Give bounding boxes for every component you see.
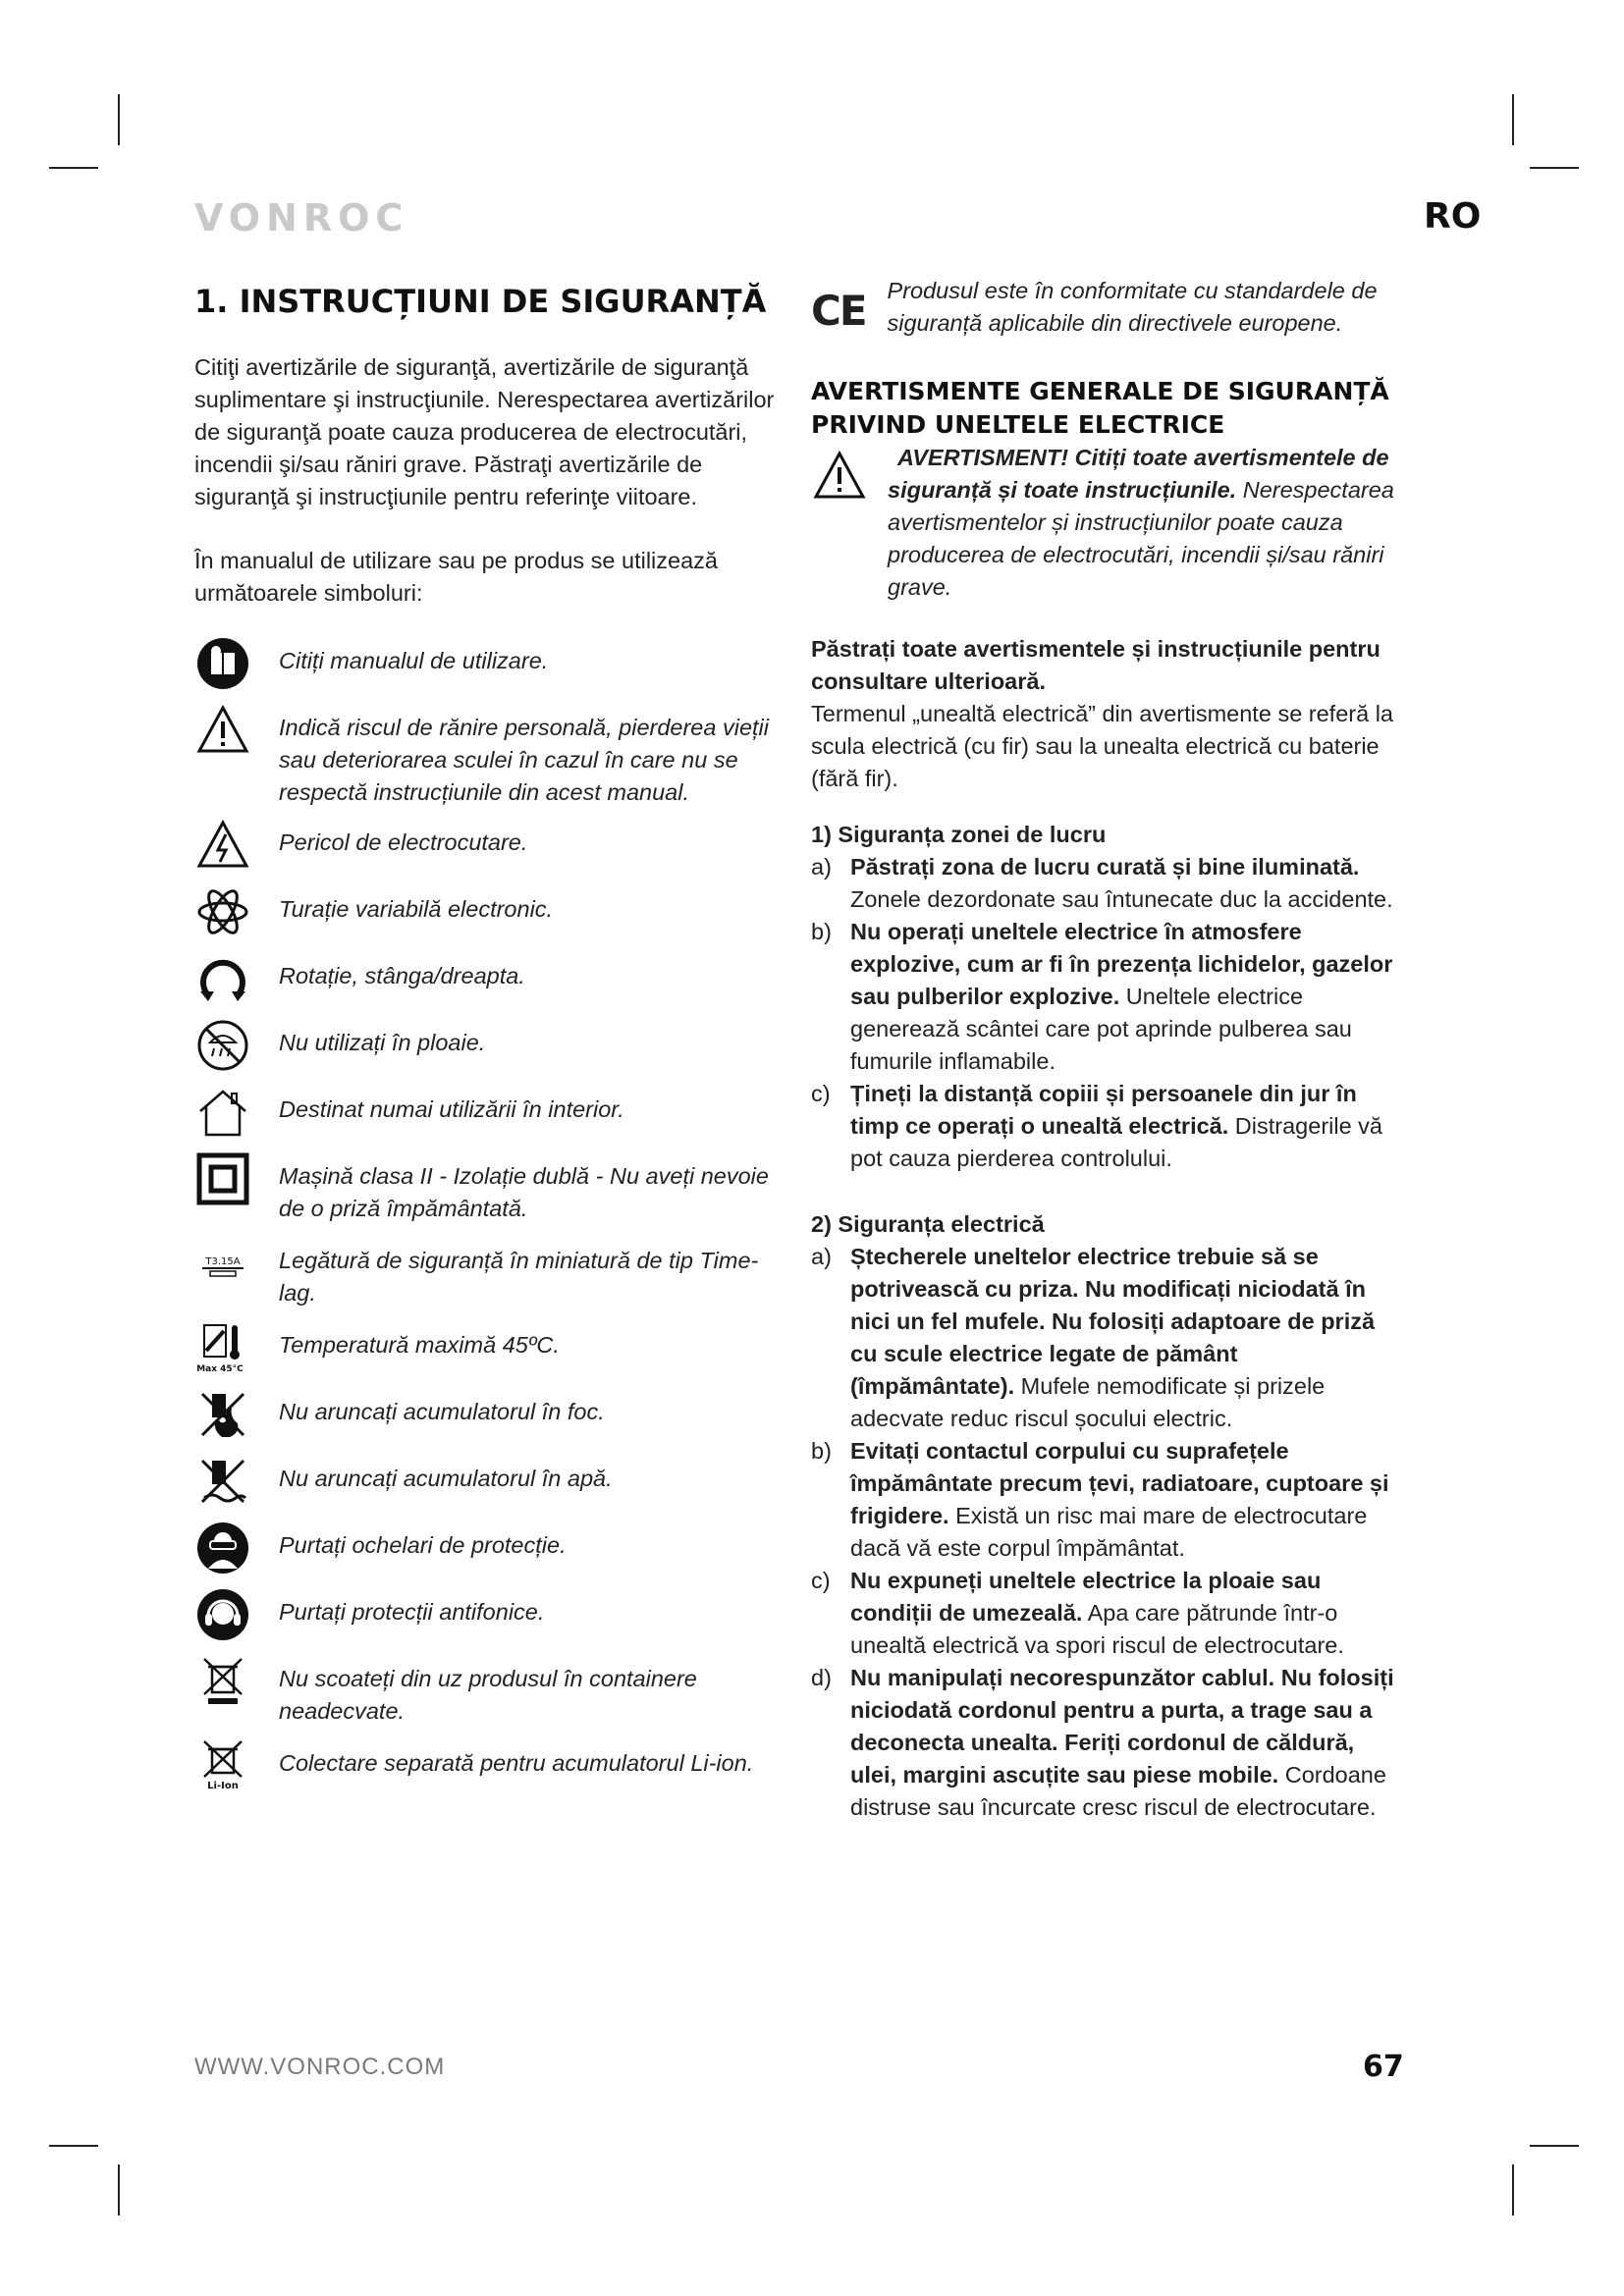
language-code: RO <box>1424 196 1482 237</box>
li-ion-label: Li-Ion <box>207 1781 239 1791</box>
item-bold: Ștecherele uneltelor electrice trebuie să se potrivească cu priza. Nu modificați niciodată în nici un fel mufele. Nu folosiți adaptoare de priză cu scule electrice legate de pământ (împământate). <box>850 1244 1376 1399</box>
manual-icon <box>194 635 251 692</box>
class-ii-icon <box>194 1150 251 1207</box>
symbol-row <box>194 1737 784 1794</box>
symbol-text: Purtați ochelari de protecție. <box>279 1532 567 1558</box>
safety-glasses-icon <box>194 1520 251 1576</box>
crop-mark <box>1512 94 1514 145</box>
list-item <box>811 1662 1400 1824</box>
symbol-text: Turație variabilă electronic. <box>279 896 554 922</box>
li-ion-bin-icon <box>194 1737 251 1794</box>
item-label: a) <box>811 854 832 880</box>
symbol-row <box>194 950 784 1007</box>
symbol-text: Nu aruncați acumulatorul în apă. <box>279 1466 613 1491</box>
item-label: c) <box>811 1568 831 1593</box>
no-rain-icon <box>194 1017 251 1074</box>
item-text: Apa care pătrunde într-o unealtă electrică va spori riscul de electrocutare. <box>850 1600 1344 1658</box>
crop-mark <box>49 2145 98 2147</box>
item-bold: Nu manipulați necorespunzător cablul. Nu folosiți niciodată cordonul pentru a purta, a trage sau a deconecta unealta. Feriți cordonul de căldură, ulei, margini ascuțite sau piese mobile. <box>850 1665 1394 1788</box>
keep-instructions-bold: Păstrați toate avertismentele și instrucțiunile pentru consultare ulterioară. <box>811 636 1380 694</box>
symbol-row <box>194 1319 784 1376</box>
crop-mark <box>49 167 98 169</box>
rotation-icon <box>194 950 251 1007</box>
variable-speed-icon <box>194 883 251 940</box>
item-text: Zonele dezordonate sau întunecate duc la accidente. <box>850 886 1393 912</box>
ear-protection-icon <box>194 1586 251 1643</box>
left-column <box>194 275 784 1804</box>
crop-mark <box>1530 2145 1579 2147</box>
warning-text: Nerespectarea avertismentelor și instrucțiunilor poate cauza producerea de electrocutări, incendii și/sau răniri grave. <box>888 477 1394 600</box>
list-item <box>811 916 1400 1078</box>
item-label: b) <box>811 919 832 944</box>
ce-text: Produsul este în conformitate cu standardele de siguranță aplicabile din directivele europene. <box>887 278 1378 336</box>
item-text: Există un risc mai mare de electrocutare dacă vă este corpul împământat. <box>850 1503 1368 1561</box>
symbol-text: Indică riscul de rănire personală, pierderea vieții sau deteriorarea sculei în cazul în care nu se respectă instrucțiunile din acest manual. <box>279 715 769 805</box>
ce-mark-icon: CE <box>811 287 866 335</box>
symbol-row <box>194 702 784 809</box>
symbol-text: Purtați protecții antifonice. <box>279 1599 545 1625</box>
symbol-text: Citiți manualul de utilizare. <box>279 648 549 673</box>
symbol-row <box>194 635 784 692</box>
section-title-electrical: 2) Siguranța electrică <box>811 1211 1045 1237</box>
fuse-icon <box>194 1235 251 1292</box>
crop-mark <box>118 94 120 145</box>
symbol-row <box>194 883 784 940</box>
intro-paragraph: Citiţi avertizările de siguranţă, avertizările de siguranţă suplimentare şi instrucţiunile. Nerespectarea avertizărilor de siguranţă poate cauza producerea de electrocutări, incendii şi/sau răniri grave. Păstraţi avertizările de siguranţă şi instrucţiunile pentru referinţe viitoare. <box>194 354 775 509</box>
crop-mark <box>1530 167 1579 169</box>
item-bold: Păstrați zona de lucru curată și bine iluminată. <box>850 854 1360 880</box>
section-title-work-area: 1) Siguranța zonei de lucru <box>811 822 1107 847</box>
right-column <box>811 275 1400 1824</box>
symbol-text: Destinat numai utilizării în interior. <box>279 1096 624 1122</box>
list-item <box>811 851 1400 916</box>
item-label: c) <box>811 1081 831 1106</box>
max-temperature-icon <box>194 1319 251 1376</box>
symbol-row <box>194 1084 784 1141</box>
crop-mark <box>118 2164 120 2216</box>
warning-icon <box>194 702 251 759</box>
symbol-text: Rotație, stânga/dreapta. <box>279 963 525 988</box>
item-text: Cordoane distruse sau încurcate cresc riscul de electrocutare. <box>850 1762 1386 1820</box>
list-item <box>811 1565 1400 1662</box>
symbol-text: Temperatură maximă 45ºC. <box>279 1332 560 1358</box>
item-bold: Nu operați uneltele electrice în atmosfere explozive, cum ar fi în prezența lichidelor, gazelor sau pulberilor explozive. <box>850 919 1393 1009</box>
symbol-row <box>194 1586 784 1643</box>
symbol-text: Nu scoateți din uz produsul în containere neadecvate. <box>279 1666 697 1724</box>
temperature-label: Max 45°C <box>196 1364 244 1374</box>
item-label: b) <box>811 1438 832 1464</box>
definition-text: Termenul „unealtă electrică” din avertismente se referă la scula electrică (cu fir) sau la unealta electrică cu baterie (fără fir). <box>811 701 1393 791</box>
electric-shock-icon <box>194 817 251 874</box>
item-text: Uneltele electrice generează scântei care pot aprinde pulberea sau fumurile inflamabile. <box>850 984 1352 1074</box>
warning-bold-text: AVERTISMENT! Citiți toate avertismentele de siguranță și toate instrucțiunile. <box>888 445 1389 503</box>
general-warnings-title: AVERTISMENTE GENERALE DE SIGURANȚĂ PRIVIND UNELTELE ELECTRICE <box>811 377 1389 439</box>
crop-mark <box>1512 2164 1514 2216</box>
indoor-icon <box>194 1084 251 1141</box>
item-text: Mufele nemodificate și prizele adecvate reduc riscul șocului electric. <box>850 1373 1326 1431</box>
ce-block <box>811 275 1400 340</box>
symbol-row <box>194 1150 784 1225</box>
no-fire-battery-icon <box>194 1386 251 1443</box>
symbol-text: Colectare separată pentru acumulatorul Li-ion. <box>279 1750 754 1776</box>
fuse-label: T3.15A <box>205 1256 241 1267</box>
list-item <box>811 1435 1400 1565</box>
symbol-row <box>194 1017 784 1074</box>
symbol-row <box>194 1235 784 1309</box>
item-text: Distragerile vă pot cauza pierderea controlului. <box>850 1113 1383 1171</box>
symbol-row <box>194 1453 784 1510</box>
symbol-row <box>194 1653 784 1728</box>
symbols-intro: În manualul de utilizare sau pe produs se utilizează următoarele simboluri: <box>194 548 718 606</box>
list-item <box>811 1078 1400 1175</box>
symbol-text: Legătură de siguranță în miniatură de tip Time-lag. <box>279 1248 759 1306</box>
page-title: 1. INSTRUCȚIUNI DE SIGURANȚĂ <box>194 283 767 320</box>
footer-url: WWW.VONROC.COM <box>194 2054 446 2080</box>
weee-bin-icon <box>194 1653 251 1710</box>
symbol-text: Pericol de electrocutare. <box>279 829 528 855</box>
item-label: d) <box>811 1665 832 1690</box>
item-label: a) <box>811 1244 832 1269</box>
item-bold: Evitați contactul corpului cu suprafețele împământate precum țevi, radiatoare, cuptoare și frigidere. <box>850 1438 1389 1528</box>
symbol-row <box>194 1386 784 1443</box>
item-bold: Nu expuneți uneltele electrice la ploaie sau condiții de umezeală. <box>850 1568 1322 1626</box>
symbol-text: Nu utilizați în ploaie. <box>279 1030 486 1055</box>
page-number: 67 <box>1363 2050 1404 2084</box>
warning-block <box>811 442 1400 604</box>
symbol-text: Mașină clasa II - Izolație dublă - Nu aveți nevoie de o priză împământată. <box>279 1163 769 1221</box>
item-bold: Țineți la distanță copiii și persoanele din jur în timp ce operați o unealtă electrică. <box>850 1081 1357 1139</box>
symbol-row <box>194 1520 784 1576</box>
symbol-row <box>194 817 784 874</box>
warning-icon <box>811 448 868 505</box>
list-item <box>811 1241 1400 1435</box>
no-water-battery-icon <box>194 1453 251 1510</box>
brand-logo: VONROC <box>194 196 409 240</box>
symbol-text: Nu aruncați acumulatorul în foc. <box>279 1399 605 1424</box>
